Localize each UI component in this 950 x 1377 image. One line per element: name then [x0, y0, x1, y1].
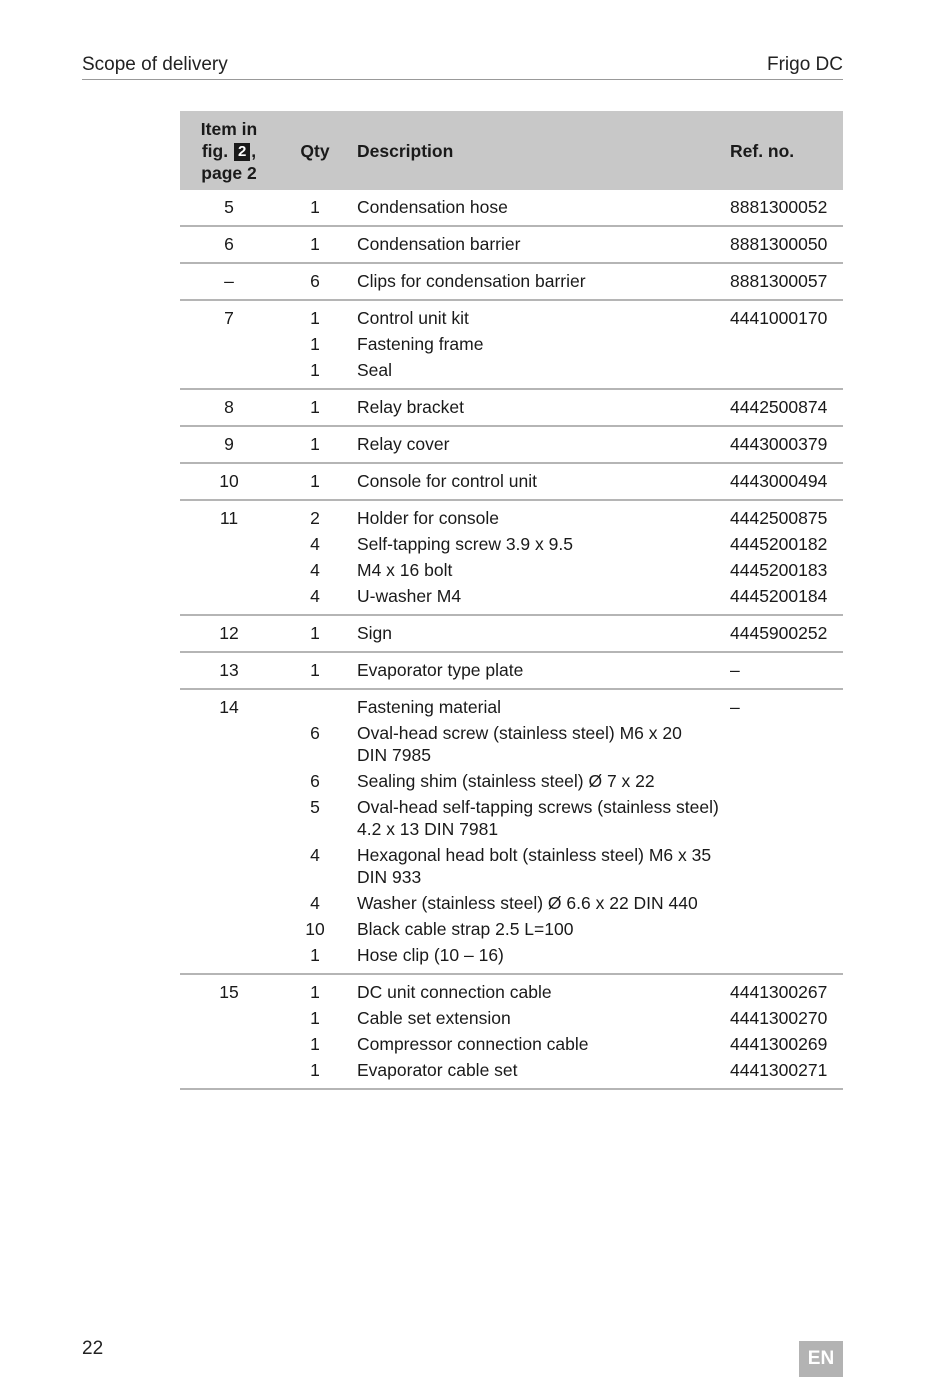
qty-value: 4 — [310, 586, 320, 606]
ref-number: 4442500875 — [730, 508, 828, 528]
ref-cell — [728, 300, 843, 389]
item-number: 12 — [219, 623, 239, 643]
description-line: Condensation hose — [357, 197, 508, 217]
description-text — [357, 1057, 728, 1083]
qty-value: 1 — [310, 334, 320, 354]
ref-number: 4445200184 — [730, 586, 828, 606]
language-tab: EN — [799, 1341, 843, 1377]
qty-value: 4 — [310, 845, 320, 865]
description-line: Console for control unit — [357, 471, 537, 491]
column-header-item — [180, 111, 278, 190]
description-line: Black cable strap 2.5 L=100 — [357, 919, 574, 939]
ref-number: 8881300052 — [730, 197, 828, 217]
description-text — [357, 194, 728, 220]
qty-cell — [278, 263, 352, 300]
ref-cell — [728, 500, 843, 615]
description-line: Evaporator cable set — [357, 1060, 518, 1080]
ref-number: 8881300050 — [730, 234, 828, 254]
description-text — [357, 468, 728, 494]
ref-cell — [728, 263, 843, 300]
ref-number: 4443000379 — [730, 434, 828, 454]
description-line: Holder for console — [357, 508, 500, 528]
ref-number: – — [730, 660, 740, 680]
table-row — [180, 500, 843, 615]
ref-number: 4443000494 — [730, 471, 828, 491]
running-header-section: Scope of delivery — [82, 54, 228, 75]
qty-value: 1 — [310, 1034, 320, 1054]
description-line: Sealing shim (stainless steel) Ø 7 x 22 — [357, 771, 655, 791]
table-row — [180, 300, 843, 389]
qty-cell — [278, 463, 352, 500]
description-line: Condensation barrier — [357, 234, 521, 254]
qty-cell — [278, 652, 352, 689]
description-text — [357, 231, 728, 257]
qty-value: 1 — [310, 434, 320, 454]
qty-value: 1 — [310, 360, 320, 380]
header-divider — [82, 79, 843, 80]
ref-number: 4445900252 — [730, 623, 828, 643]
description-line: Seal — [357, 360, 393, 380]
column-header-description: Description — [352, 111, 728, 190]
description-line: Hose clip (10 – 16) — [357, 945, 504, 965]
description-text — [357, 979, 728, 1005]
description-text — [357, 657, 728, 683]
ref-number: 4442500874 — [730, 397, 828, 417]
qty-value: 1 — [310, 660, 320, 680]
qty-value: 1 — [310, 197, 320, 217]
description-cell — [352, 426, 728, 463]
item-number: 11 — [219, 508, 239, 528]
qty-cell — [278, 190, 352, 226]
qty-value: 4 — [310, 534, 320, 554]
description-cell — [352, 974, 728, 1089]
description-text — [357, 1005, 728, 1031]
item-header-fig-prefix: fig. — [201, 140, 229, 161]
description-text — [357, 916, 728, 942]
qty-value: 1 — [310, 308, 320, 328]
table-row — [180, 389, 843, 426]
figure-number-badge: 2 — [234, 143, 250, 161]
qty-value: 6 — [310, 723, 320, 743]
description-text — [357, 694, 728, 720]
description-line: Self-tapping screw 3.9 x 9.5 — [357, 534, 573, 554]
item-number: 9 — [224, 434, 234, 454]
item-number: 13 — [219, 660, 239, 680]
table-row — [180, 615, 843, 652]
description-text — [357, 505, 728, 531]
ref-number: 8881300057 — [730, 271, 828, 291]
item-number: 6 — [224, 234, 234, 254]
qty-cell — [278, 300, 352, 389]
description-line: M4 x 16 bolt — [357, 560, 453, 580]
ref-cell — [728, 426, 843, 463]
description-cell — [352, 463, 728, 500]
description-text — [357, 1031, 728, 1057]
table-row — [180, 226, 843, 263]
item-number: – — [224, 271, 234, 291]
ref-number — [730, 842, 843, 890]
description-text — [357, 431, 728, 457]
qty-value: 1 — [310, 982, 320, 1002]
description-line: Cable set extension — [357, 1008, 511, 1028]
table-row — [180, 974, 843, 1089]
description-line: Clips for condensation barrier — [357, 271, 586, 291]
description-line: Evaporator type plate — [357, 660, 524, 680]
ref-number: 4441300269 — [730, 1034, 828, 1054]
item-number: 15 — [219, 982, 239, 1002]
ref-number: 4441300267 — [730, 982, 828, 1002]
qty-cell — [278, 689, 352, 974]
ref-number: 4441300271 — [730, 1060, 828, 1080]
description-cell — [352, 263, 728, 300]
description-line: Oval-head self-tapping screws (stainless steel) — [357, 797, 719, 817]
ref-number — [730, 331, 843, 357]
description-cell — [352, 689, 728, 974]
ref-cell — [728, 652, 843, 689]
ref-cell — [728, 615, 843, 652]
qty-cell — [278, 974, 352, 1089]
description-text — [357, 942, 728, 968]
qty-value: 6 — [310, 271, 320, 291]
description-text — [357, 394, 728, 420]
scope-of-delivery-table — [180, 111, 843, 1090]
description-text — [357, 557, 728, 583]
description-text — [357, 890, 728, 916]
description-line: Fastening material — [357, 697, 501, 717]
description-text — [357, 268, 728, 294]
description-cell — [352, 300, 728, 389]
description-line: Relay cover — [357, 434, 450, 454]
ref-cell — [728, 974, 843, 1089]
table-row — [180, 463, 843, 500]
ref-number — [730, 357, 843, 383]
description-cell — [352, 652, 728, 689]
item-number: 7 — [224, 308, 234, 328]
description-line-continued: DIN 7985 — [357, 745, 431, 765]
ref-number — [730, 890, 843, 916]
qty-value: 1 — [310, 945, 320, 965]
qty-cell — [278, 389, 352, 426]
ref-cell — [728, 226, 843, 263]
description-line-continued: 4.2 x 13 DIN 7981 — [357, 819, 499, 839]
description-text — [357, 620, 728, 646]
ref-cell — [728, 389, 843, 426]
qty-value: 4 — [310, 893, 320, 913]
description-text — [357, 768, 728, 794]
description-cell — [352, 190, 728, 226]
qty-value: 1 — [310, 397, 320, 417]
description-line: Sign — [357, 623, 393, 643]
ref-number: – — [730, 697, 740, 717]
ref-number — [730, 768, 843, 794]
item-header-line1: Item in — [200, 118, 258, 139]
qty-value: 1 — [310, 1008, 320, 1028]
ref-number: 4445200183 — [730, 560, 828, 580]
description-cell — [352, 226, 728, 263]
qty-value: 1 — [310, 623, 320, 643]
description-cell — [352, 389, 728, 426]
description-text — [357, 531, 728, 557]
ref-number — [730, 942, 843, 968]
qty-cell — [278, 500, 352, 615]
description-line: Hexagonal head bolt (stainless steel) M6 x 35 — [357, 845, 712, 865]
description-line: Washer (stainless steel) Ø 6.6 x 22 DIN 440 — [357, 893, 698, 913]
item-number: 8 — [224, 397, 234, 417]
qty-value: 6 — [310, 771, 320, 791]
qty-value: 5 — [310, 797, 320, 817]
ref-number: 4445200182 — [730, 534, 828, 554]
description-text — [357, 305, 728, 331]
table-row — [180, 263, 843, 300]
table-row — [180, 652, 843, 689]
item-number: 14 — [219, 697, 239, 717]
table-row — [180, 426, 843, 463]
description-text — [357, 331, 728, 357]
qty-value: 1 — [310, 234, 320, 254]
description-cell — [352, 500, 728, 615]
qty-value: 10 — [305, 919, 325, 939]
qty-cell — [278, 426, 352, 463]
qty-value: 1 — [310, 471, 320, 491]
column-header-qty: Qty — [278, 111, 352, 190]
description-text — [357, 357, 728, 383]
ref-cell — [728, 463, 843, 500]
ref-number — [730, 794, 843, 842]
table-row — [180, 689, 843, 974]
ref-number: 4441300270 — [730, 1008, 828, 1028]
item-number: 10 — [219, 471, 239, 491]
qty-value: 4 — [310, 560, 320, 580]
description-text — [357, 794, 728, 842]
column-header-ref: Ref. no. — [728, 111, 843, 190]
description-text — [357, 842, 728, 890]
item-header-line3: page 2 — [201, 162, 257, 183]
qty-cell — [278, 226, 352, 263]
description-line: Relay bracket — [357, 397, 464, 417]
qty-value: 2 — [310, 508, 320, 528]
ref-number: 4441000170 — [730, 308, 828, 328]
description-line: Fastening frame — [357, 334, 484, 354]
page-number: 22 — [82, 1338, 104, 1359]
table-header-row — [180, 111, 843, 190]
description-line: U-washer M4 — [357, 586, 462, 606]
qty-value: 1 — [310, 1060, 320, 1080]
description-line: Control unit kit — [357, 308, 469, 328]
qty-cell — [278, 615, 352, 652]
ref-number — [730, 916, 843, 942]
description-line: DC unit connection cable — [357, 982, 552, 1002]
ref-cell — [728, 689, 843, 974]
ref-cell — [728, 190, 843, 226]
item-number: 5 — [224, 197, 234, 217]
running-header-product: Frigo DC — [766, 54, 843, 75]
description-line-continued: DIN 933 — [357, 867, 422, 887]
item-header-fig-suffix: , — [251, 140, 257, 161]
table-row — [180, 190, 843, 226]
qty-value — [278, 694, 352, 720]
description-cell — [352, 615, 728, 652]
ref-number — [730, 720, 843, 768]
description-text — [357, 720, 728, 768]
description-line: Oval-head screw (stainless steel) M6 x 20 — [357, 723, 682, 743]
description-line: Compressor connection cable — [357, 1034, 589, 1054]
description-text — [357, 583, 728, 609]
